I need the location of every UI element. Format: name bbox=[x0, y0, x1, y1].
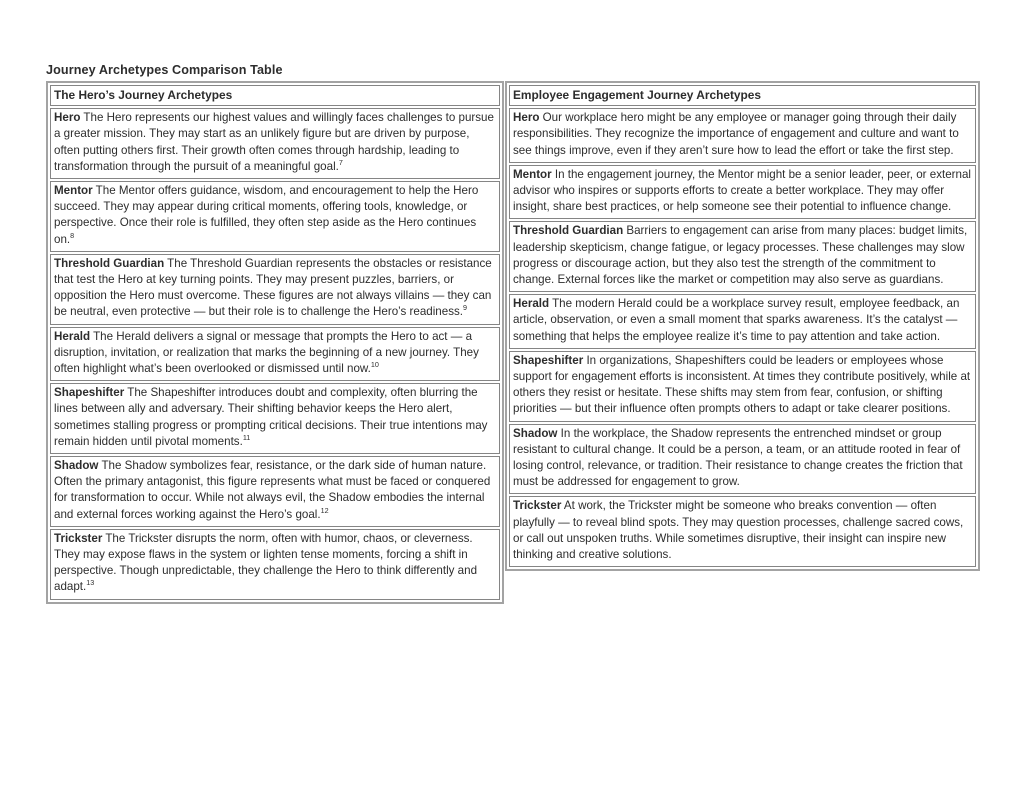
archetype-name: Hero bbox=[513, 111, 540, 125]
archetype-name: Shapeshifter bbox=[54, 386, 125, 400]
archetype-name: Shapeshifter bbox=[513, 353, 584, 367]
table-row bbox=[50, 108, 500, 179]
cell-trickster-left bbox=[50, 529, 500, 600]
table-row bbox=[509, 108, 976, 163]
employee-engagement-table bbox=[505, 81, 980, 571]
table-row bbox=[509, 165, 976, 220]
column-header-employee-engagement: Employee Engagement Journey Archetypes bbox=[509, 85, 976, 106]
footnote-ref: 9 bbox=[463, 303, 468, 313]
archetype-description: The Shapeshifter introduces doubt and complexity, often blurring the lines between ally and adversary. Their shifting behavior keeps the Hero alert, sometimes stalling progress or prompting critical decisions. Their true intentions may remain hidden until pivotal moments. bbox=[54, 386, 488, 448]
archetype-name: Mentor bbox=[54, 184, 93, 198]
table-row bbox=[50, 456, 500, 527]
archetype-description: In organizations, Shapeshifters could be leaders or employees whose support for engagement efforts is inconsistent. At times they contribute positively, while at others they resist or hesitate. These shifts may stem from fear, confusion, or shifting priorities — but their influence often prompts others to adapt or take clearer positions. bbox=[513, 353, 971, 416]
archetype-description: The modern Herald could be a workplace survey result, employee feedback, an article, observation, or even a small moment that sparks awareness. It’s the catalyst — something that helps the employee realize it’s time to pay attention and take action. bbox=[513, 297, 960, 343]
archetype-description: The Herald delivers a signal or message that prompts the Hero to act — a disruption, invitation, or realization that marks the beginning of a new journey. They often highlight what’s been overlooked or dismissed until now. bbox=[54, 329, 479, 376]
cell-shapeshifter-right bbox=[509, 351, 976, 422]
archetype-name: Mentor bbox=[513, 167, 552, 181]
cell-shadow-left bbox=[50, 456, 500, 527]
archetype-description: The Threshold Guardian represents the obstacles or resistance that test the Hero at key turning points. They may present puzzles, barriers, or opposition the Hero must overcome. These figures are not always villains — they can be neutral, even protective — but their role is to challenge the Hero’s readiness. bbox=[54, 256, 492, 319]
footnote-ref: 8 bbox=[70, 230, 75, 240]
archetype-description: The Shadow symbolizes fear, resistance, or the dark side of human nature. Often the primary antagonist, this figure represents what must be faced or conquered for transformation to occur. While not always evil, the Shadow embodies the internal and external forces working against the Hero’s goal. bbox=[54, 459, 491, 521]
cell-trickster-right bbox=[509, 496, 976, 567]
footnote-ref: 7 bbox=[338, 157, 343, 167]
cell-herald-right bbox=[509, 294, 976, 349]
footnote-ref: 10 bbox=[370, 360, 379, 370]
archetype-description: Our workplace hero might be any employee or manager going through their daily responsibilities. They recognize the importance of engagement and culture and want to see things improve, even if they aren’t sure how to lead the effort or take the first step. bbox=[513, 111, 959, 157]
table-row bbox=[509, 424, 976, 495]
document-title: Journey Archetypes Comparison Table bbox=[46, 63, 283, 77]
footnote-ref: 13 bbox=[86, 578, 95, 588]
cell-mentor-left bbox=[50, 181, 500, 252]
archetype-description: The Hero represents our highest values and willingly faces challenges to pursue a greater mission. They may start as an unlikely figure but are driven by purpose, often putting others first. Their growth often comes through hardship, leading to transformation through the pursuit of a meaningful goal. bbox=[54, 111, 494, 173]
table-header-row bbox=[50, 85, 500, 106]
column-header-hero-journey: The Hero’s Journey Archetypes bbox=[50, 85, 500, 106]
cell-threshold-guardian-left bbox=[50, 254, 500, 325]
archetype-name: Herald bbox=[54, 329, 91, 343]
cell-shadow-right bbox=[509, 424, 976, 495]
table-row bbox=[509, 221, 976, 292]
archetype-name: Shadow bbox=[54, 459, 99, 473]
archetype-name: Herald bbox=[513, 297, 550, 311]
cell-mentor-right bbox=[509, 165, 976, 220]
cell-shapeshifter-left bbox=[50, 383, 500, 454]
archetype-description: The Mentor offers guidance, wisdom, and encouragement to help the Hero succeed. They may appear during critical moments, offering tools, knowledge, or perspective. Once their role is fulfilled, they often step aside as the Hero continues on. bbox=[54, 184, 479, 246]
table-row bbox=[509, 294, 976, 349]
archetype-name: Threshold Guardian bbox=[54, 256, 165, 270]
archetype-name: Threshold Guardian bbox=[513, 224, 624, 238]
archetype-description: The Trickster disrupts the norm, often with humor, chaos, or cleverness. They may expose flaws in the system or lighten tense moments, forcing a shift in perspective. Though unpredictable, they challenge the Hero to think differently and adapt. bbox=[54, 531, 478, 594]
table-header-row bbox=[509, 85, 976, 106]
table-row bbox=[509, 351, 976, 422]
archetype-description: In the engagement journey, the Mentor might be a senior leader, peer, or external advisor who inspires or supports efforts to create a better workplace. They may offer insight, share best practices, or help someone see their potential to influence change. bbox=[513, 167, 972, 214]
footnote-ref: 12 bbox=[320, 505, 329, 515]
table-row bbox=[50, 254, 500, 325]
table-row bbox=[50, 327, 500, 382]
cell-threshold-guardian-right bbox=[509, 221, 976, 292]
footnote-ref: 11 bbox=[242, 433, 251, 442]
table-row bbox=[50, 181, 500, 252]
archetype-description: Barriers to engagement can arise from many places: budget limits, leadership skepticism, change fatigue, or legacy processes. These challenges may slow progress or discourage action, but they also test the strength of the commitment to change. External forces like the market or competition may also serve as guardians. bbox=[513, 224, 968, 287]
hero-journey-table bbox=[46, 81, 504, 604]
table-row bbox=[509, 496, 976, 567]
archetype-name: Trickster bbox=[54, 531, 103, 545]
archetype-description: At work, the Trickster might be someone who breaks convention — often playfully — to reveal blind spots. They may question processes, challenge sacred cows, or call out unspoken truths. While sometimes disruptive, their insight can inspire new thinking and creative solutions. bbox=[513, 499, 964, 562]
archetype-name: Hero bbox=[54, 111, 81, 125]
cell-hero-left bbox=[50, 108, 500, 179]
comparison-tables-container bbox=[46, 81, 980, 604]
archetype-description: In the workplace, the Shadow represents the entrenched mindset or group resistant to cultural change. It could be a person, a team, or an attitude rooted in fear of losing control, relevance, or tradition. Their resistance to change creates the friction that must be addressed for engagement to grow. bbox=[513, 426, 963, 489]
cell-herald-left bbox=[50, 327, 500, 382]
cell-hero-right bbox=[509, 108, 976, 163]
table-row bbox=[50, 529, 500, 600]
archetype-name: Shadow bbox=[513, 426, 558, 440]
archetype-name: Trickster bbox=[513, 499, 562, 513]
table-row bbox=[50, 383, 500, 454]
